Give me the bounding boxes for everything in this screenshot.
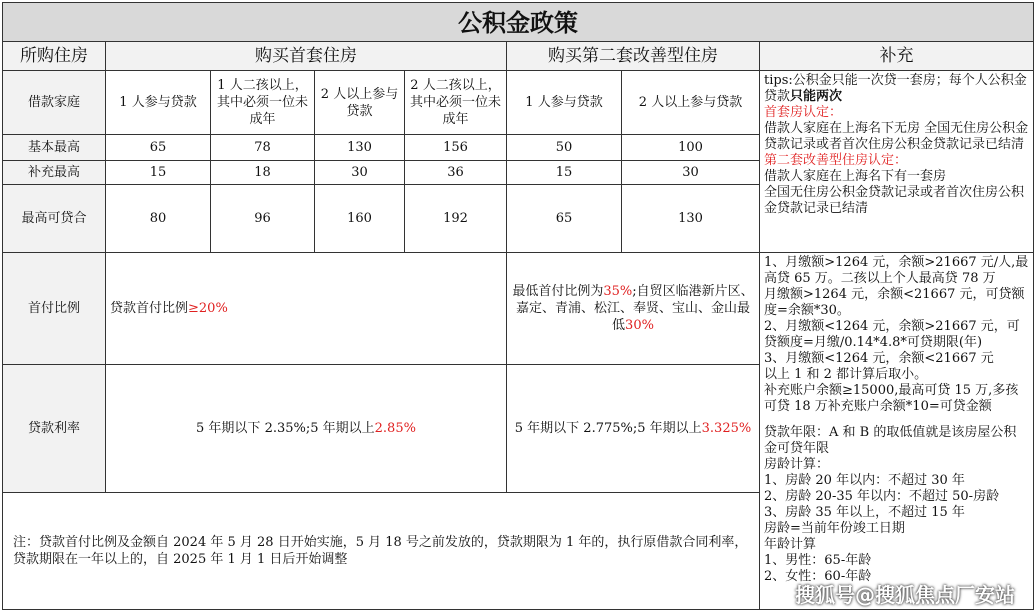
basic-max-cell: 130 — [315, 135, 405, 161]
row-label-basic-max: 基本最高 — [3, 135, 106, 161]
interest-first-text: 5 年期以下 2.35%;5 年期以上 — [196, 421, 375, 436]
calc-line: 补充账户余额≥15000,最高可贷 15 万,多孩可贷 18 万补充账户余额*10=可贷金额 — [764, 383, 1019, 414]
down-payment-second-text-a: 最低首付比例为 — [512, 284, 604, 299]
basic-max-cell: 100 — [622, 135, 760, 161]
down-payment-first-text: 贷款首付比例 — [110, 301, 189, 316]
extra-max-cell: 15 — [507, 161, 622, 185]
basic-max-cell: 65 — [106, 135, 211, 161]
row-label-interest: 贷款利率 — [3, 365, 106, 493]
interest-first — [106, 365, 507, 493]
calc-line: 月缴额>1264 元，余额<21667 元，可贷额度=余额*30。 — [764, 287, 1025, 318]
basic-max-cell: 156 — [405, 135, 507, 161]
family-type-cell: 1 人二孩以上，其中必须一位未成年 — [211, 71, 315, 135]
total-max-cell: 80 — [106, 185, 211, 253]
header-housing-type: 所购住房 — [3, 42, 106, 71]
family-type-cell: 1 人参与贷款 — [507, 71, 622, 135]
tips-bold: 只能两次 — [790, 89, 843, 104]
basic-max-cell: 78 — [211, 135, 315, 161]
down-payment-second-value-a: 35% — [603, 284, 633, 299]
supplement-calculation — [760, 253, 1034, 610]
term-line: 贷款年限：A 和 B 的取低值就是该房屋公积金可贷年限 — [764, 425, 1017, 456]
down-payment-second — [507, 253, 760, 365]
tips-text: tips:公积金只能一次贷一套房；每个人公积金贷款 — [764, 73, 1027, 104]
total-max-cell: 96 — [211, 185, 315, 253]
extra-max-cell: 18 — [211, 161, 315, 185]
first-home-title: 首套房认定： — [764, 105, 843, 120]
supplement-eligibility — [760, 71, 1034, 253]
calc-line: 2、月缴额<1264 元，余额>21667 元，可贷额度=月缴/0.14*4.8*可贷期限(年) — [764, 319, 1020, 350]
calc-line: 3、月缴额<1264 元，余额<21667 元 — [764, 351, 994, 366]
watermark: 搜狐号@搜狐焦点厂安站 — [795, 583, 1015, 607]
down-payment-second-text-b: ;自贸区临港新片区、嘉定、青浦、松江、奉贤、宝山、金山最低 — [515, 284, 754, 333]
row-label-extra-max: 补充最高 — [3, 161, 106, 185]
tips-line — [764, 73, 1029, 105]
extra-max-cell: 30 — [315, 161, 405, 185]
family-type-cell: 2 人二孩以上，其中必须一位未成年 — [405, 71, 507, 135]
header-second-home: 购买第二套改善型住房 — [507, 42, 760, 71]
term-line: 1、男性：65-年龄 — [764, 553, 872, 568]
interest-first-value: 2.85% — [374, 421, 416, 436]
interest-second — [507, 365, 760, 493]
down-payment-first-value: ≥20% — [188, 301, 228, 316]
second-home-title: 第二套改善型住房认定： — [764, 153, 908, 168]
family-type-cell: 1 人参与贷款 — [106, 71, 211, 135]
term-line: 年龄计算 — [764, 537, 817, 552]
row-label-down-payment: 首付比例 — [3, 253, 106, 365]
term-line: 2、女性：60-年龄 — [764, 569, 872, 584]
first-home-text: 借款人家庭在上海名下无房 全国无住房公积金贷款记录或者首次住房公积金贷款记录已结清 — [764, 121, 1029, 152]
calc-line: 1、月缴额>1264 元，余额>21667 元/人,最高贷 65 万。二孩以上个人最高贷 78 万 — [764, 255, 1029, 286]
interest-second-text: 5 年期以下 2.775%;5 年期以上 — [514, 421, 702, 436]
family-type-cell: 2 人以上参与贷款 — [315, 71, 405, 135]
second-home-text-a: 借款人家庭在上海名下有一套房 — [764, 169, 947, 184]
interest-second-value: 3.325% — [701, 421, 752, 436]
term-line: 房龄=当前年份竣工日期 — [764, 521, 905, 536]
term-line: 2、房龄 20-35 年以内：不超过 50-房龄 — [764, 489, 1000, 504]
term-line: 1、房龄 20 年以内：不超过 30 年 — [764, 473, 965, 488]
total-max-cell: 65 — [507, 185, 622, 253]
total-max-cell: 130 — [622, 185, 760, 253]
extra-max-cell: 30 — [622, 161, 760, 185]
down-payment-second-value-b: 30% — [625, 318, 654, 333]
total-max-cell: 160 — [315, 185, 405, 253]
term-line: 房龄计算： — [764, 457, 830, 472]
extra-max-cell: 15 — [106, 161, 211, 185]
basic-max-cell: 50 — [507, 135, 622, 161]
row-label-total-max: 最高可贷合 — [3, 185, 106, 253]
term-line: 3、房龄 35 年以上，不超过 15 年 — [764, 505, 965, 520]
page-title: 公积金政策 — [3, 3, 1034, 42]
total-max-cell: 192 — [405, 185, 507, 253]
family-type-cell: 2 人以上参与贷款 — [622, 71, 760, 135]
down-payment-first — [106, 253, 507, 365]
header-supplement: 补充 — [760, 42, 1034, 71]
second-home-text-b: 全国无住房公积金贷款记录或者首次住房公积金贷款记录已结清 — [764, 185, 1025, 216]
row-label-family: 借款家庭 — [3, 71, 106, 135]
policy-table — [2, 2, 1034, 610]
header-first-home: 购买首套住房 — [106, 42, 507, 71]
calc-line: 以上 1 和 2 都计算后取小。 — [764, 367, 928, 382]
extra-max-cell: 36 — [405, 161, 507, 185]
policy-note: 注：贷款首付比例及金额自 2024 年 5 月 28 日开始实施，5 月 18 号之前发放的，贷款期限为 1 年的，执行原借款合同利率，贷款期限在一年以上的，自 2025 年 1 月 1 日后开始调整 — [3, 493, 760, 610]
